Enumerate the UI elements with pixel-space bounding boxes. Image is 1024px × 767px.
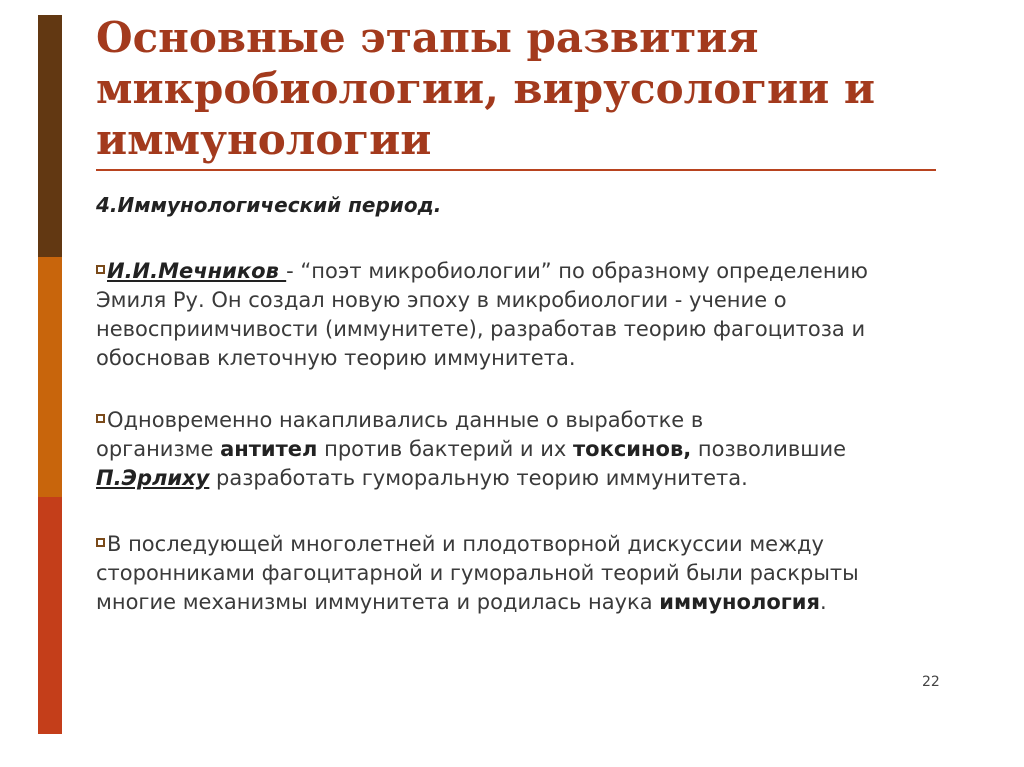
paragraph-line bbox=[96, 530, 859, 559]
text-span: против бактерий и их bbox=[317, 437, 573, 461]
paragraph-line bbox=[96, 406, 846, 435]
text-span: позволившие bbox=[691, 437, 847, 461]
term-immunology: иммунология bbox=[659, 590, 820, 614]
title-line: Основные этапы развития bbox=[96, 13, 759, 62]
paragraph-line bbox=[96, 257, 868, 286]
slide-content bbox=[96, 190, 966, 614]
text-span: В последующей многолетней и плодотворной дискуссии между bbox=[107, 532, 824, 556]
text-span: . bbox=[819, 590, 827, 614]
paragraph-line: сторонниками фагоцитарной и гуморальной теорий были раскрыты bbox=[96, 561, 859, 585]
text-span: организме bbox=[96, 437, 221, 461]
square-bullet-icon bbox=[96, 414, 105, 423]
paragraph-immunology bbox=[96, 530, 859, 617]
accent-bar-bottom bbox=[38, 497, 62, 734]
paragraph-line: Эмиля Ру. Он создал новую эпоху в микробиологии - учение о bbox=[96, 288, 787, 312]
paragraph-line bbox=[96, 588, 859, 617]
paragraph-line: обосновав клеточную теорию иммунитета. bbox=[96, 346, 576, 370]
paragraph-mechnikov bbox=[96, 257, 868, 373]
paragraph-line: невосприимчивости (иммунитете), разработав теорию фагоцитоза и bbox=[96, 317, 866, 341]
paragraph-line bbox=[96, 464, 846, 493]
accent-bar-top bbox=[38, 15, 62, 257]
title-divider bbox=[96, 169, 936, 171]
square-bullet-icon bbox=[96, 265, 105, 274]
title-line: микробиологии, вирусологии и bbox=[96, 64, 876, 113]
accent-bar-middle bbox=[38, 257, 62, 497]
square-bullet-icon bbox=[96, 538, 105, 547]
term-toxins: токсинов, bbox=[573, 437, 692, 461]
person-name-ehrlich: П.Эрлиху bbox=[96, 466, 210, 490]
text-span: - “поэт микробиологии” по образному определению bbox=[286, 259, 868, 283]
term-antibodies: антител bbox=[220, 437, 318, 461]
slide-title bbox=[96, 12, 976, 165]
text-span: Одновременно накапливались данные о выработке в bbox=[107, 408, 704, 432]
page-number: 22 bbox=[922, 674, 940, 690]
title-line: иммунологии bbox=[96, 115, 432, 164]
text-span: разработать гуморальную теорию иммунитета. bbox=[209, 466, 748, 490]
section-heading: 4.Иммунологический период. bbox=[96, 193, 442, 217]
paragraph-line bbox=[96, 435, 846, 464]
text-span: многие механизмы иммунитета и родилась наука bbox=[96, 590, 660, 614]
paragraph-antibodies bbox=[96, 406, 846, 493]
person-name-mechnikov: И.И.Мечников bbox=[107, 259, 287, 283]
